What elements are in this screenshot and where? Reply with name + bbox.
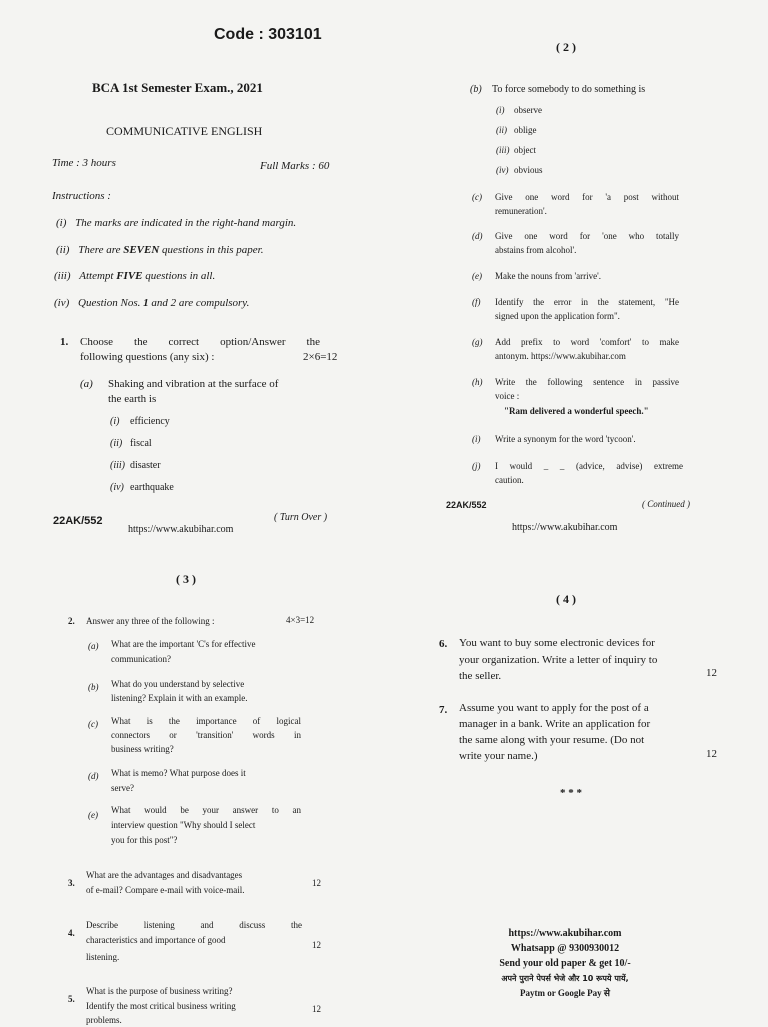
- sub-question-text: remuneration'.: [495, 206, 547, 216]
- question-text: listening.: [86, 952, 120, 962]
- sub-question-text: connectors or 'transition' words in: [111, 730, 301, 740]
- sub-question-text: Add prefix to word 'comfort' to make: [495, 337, 679, 347]
- question-text: following questions (any six) :: [80, 351, 215, 363]
- sub-question-label: (f): [472, 297, 481, 307]
- sub-question-label: (b): [88, 682, 99, 692]
- question-text: You want to buy some electronic devices for: [459, 637, 655, 649]
- sub-question-label: (i): [472, 434, 481, 444]
- sub-question-label: (e): [472, 271, 482, 281]
- sub-question-text: Write the following sentence in passive: [495, 377, 679, 387]
- sub-question-label: (d): [88, 771, 99, 781]
- sub-question-label: (a): [88, 641, 99, 651]
- sub-question-text: Give one word for 'one who totally: [495, 231, 679, 241]
- sub-question-label: (c): [472, 192, 482, 202]
- instruction-item: (iv) Question Nos. 1 and 2 are compulsory.: [54, 297, 250, 309]
- question-marks: 12: [706, 667, 717, 679]
- footer-code: 22AK/552: [446, 500, 487, 510]
- sub-question-label: (c): [88, 719, 98, 729]
- option-item: (i) observe: [496, 105, 542, 115]
- instruction-item: (iii) Attempt FIVE questions in all.: [54, 270, 216, 282]
- option-item: (ii) fiscal: [110, 438, 152, 449]
- question-marks: 12: [312, 878, 321, 888]
- sub-question-text: What would be your answer to an: [111, 805, 301, 815]
- question-number: 6.: [439, 638, 448, 650]
- question-number: 5.: [68, 994, 75, 1004]
- sub-question-text: serve?: [111, 783, 134, 793]
- promo-payment: Paytm or Google Pay से: [520, 988, 610, 998]
- sub-question-text: Shaking and vibration at the surface of: [108, 378, 279, 390]
- option-item: (iii) disaster: [110, 460, 161, 471]
- promo-whatsapp: Whatsapp @ 9300930012: [510, 943, 620, 954]
- sub-question-label: (j): [472, 461, 481, 471]
- footer-url[interactable]: https://www.akubihar.com: [512, 522, 618, 533]
- sub-question-text: business writing?: [111, 744, 174, 754]
- footer-url[interactable]: https://www.akubihar.com: [128, 524, 234, 535]
- sub-question-text: To force somebody to do something is: [492, 84, 646, 95]
- sub-question-text: "Ram delivered a wonderful speech.": [504, 406, 649, 416]
- paper-code: Code : 303101: [214, 26, 322, 43]
- sub-question-label: (e): [88, 810, 98, 820]
- footer-code: 22AK/552: [53, 515, 103, 527]
- instruction-item: (ii) There are SEVEN questions in this paper.: [56, 244, 264, 256]
- question-number: 1.: [60, 336, 69, 348]
- option-item: (ii) oblige: [496, 125, 537, 135]
- sub-question-text: communication?: [111, 654, 171, 664]
- subject-title: COMMUNICATIVE ENGLISH: [106, 124, 263, 138]
- sub-question-text: What do you understand by selective: [111, 679, 245, 689]
- sub-question-text: Identify the error in the statement, "He: [495, 297, 679, 307]
- option-item: (iv) obvious: [496, 165, 543, 175]
- sub-question-text: What is memo? What purpose does it: [111, 768, 246, 778]
- sub-question-label: (a): [80, 378, 93, 390]
- question-text: problems.: [86, 1015, 122, 1025]
- instruction-item: (i) The marks are indicated in the right-hand margin.: [56, 217, 297, 229]
- sub-question-text: Make the nouns from 'arrive'.: [495, 271, 601, 281]
- sub-question-text: I would _ _ (advice, advise) extreme: [495, 461, 683, 471]
- option-item: (iv) earthquake: [110, 482, 174, 493]
- question-text: Identify the most critical business writing: [86, 1001, 236, 1011]
- sub-question-text: interview question "Why should I select: [111, 820, 256, 830]
- exam-title: BCA 1st Semester Exam., 2021: [92, 80, 263, 95]
- promo-hindi: अपने पुराने पेपर्स भेजे और 10 रूपये पायें,: [501, 974, 629, 983]
- sub-question-label: (b): [470, 84, 482, 95]
- question-marks: 4×3=12: [286, 615, 315, 625]
- question-number: 3.: [68, 878, 75, 888]
- sub-question-text: What are the important 'C's for effective: [111, 639, 256, 649]
- question-text: write your name.): [459, 750, 538, 762]
- question-text: your organization. Write a letter of inquiry to: [459, 654, 658, 666]
- question-text: manager in a bank. Write an application for: [459, 718, 651, 730]
- time-label: Time : 3 hours: [52, 157, 116, 169]
- option-item: (iii) object: [496, 145, 536, 155]
- question-number: 7.: [439, 704, 448, 716]
- question-marks: 2×6=12: [303, 351, 338, 363]
- question-marks: 12: [312, 940, 321, 950]
- option-item: (i) efficiency: [110, 416, 170, 427]
- question-marks: 12: [706, 748, 717, 760]
- question-number: 4.: [68, 928, 75, 938]
- page-number: ( 2 ): [556, 40, 576, 54]
- sub-question-text: caution.: [495, 475, 524, 485]
- question-text: of e-mail? Compare e-mail with voice-mail.: [86, 885, 245, 895]
- question-text: the same along with your resume. (Do not: [459, 734, 645, 746]
- sub-question-label: (h): [472, 377, 483, 387]
- question-text: What are the advantages and disadvantages: [86, 870, 243, 880]
- promo-block: [440, 926, 690, 1001]
- sub-question-text: you for this post"?: [111, 835, 178, 845]
- question-text: characteristics and importance of good: [86, 935, 226, 945]
- question-text: Describe listening and discuss the: [86, 920, 302, 930]
- sub-question-label: (g): [472, 337, 483, 347]
- question-marks: 12: [312, 1004, 321, 1014]
- sub-question-text: abstains from alcohol'.: [495, 245, 577, 255]
- page-number: ( 3 ): [176, 572, 196, 586]
- instructions-title: Instructions :: [52, 190, 111, 202]
- sub-question-text: Write a synonym for the word 'tycoon'.: [495, 434, 636, 444]
- question-text: Assume you want to apply for the post of a: [459, 702, 649, 714]
- sub-question-label: (d): [472, 231, 483, 241]
- question-text: the seller.: [459, 670, 502, 682]
- page-number: ( 4 ): [556, 592, 576, 606]
- question-text: Choose the correct option/Answer the: [80, 336, 320, 348]
- sub-question-text: signed upon the application form".: [495, 311, 620, 321]
- promo-offer: Send your old paper & get 10/-: [499, 958, 631, 969]
- sub-question-text: the earth is: [108, 393, 157, 405]
- promo-url[interactable]: https://www.akubihar.com: [508, 928, 622, 939]
- full-marks-label: Full Marks : 60: [260, 160, 330, 172]
- sub-question-text: antonym. https://www.akubihar.com: [495, 351, 626, 361]
- footer-continued: ( Continued ): [642, 499, 690, 509]
- question-text: Answer any three of the following :: [86, 616, 215, 626]
- footer-turn-over: ( Turn Over ): [274, 512, 328, 523]
- sub-question-text: Give one word for 'a post without: [495, 192, 679, 202]
- question-text: What is the purpose of business writing?: [86, 986, 233, 996]
- sub-question-text: listening? Explain it with an example.: [111, 693, 248, 703]
- end-stars: * * *: [560, 787, 582, 799]
- sub-question-text: What is the importance of logical: [111, 716, 301, 726]
- question-number: 2.: [68, 616, 75, 626]
- sub-question-text: voice :: [495, 391, 520, 401]
